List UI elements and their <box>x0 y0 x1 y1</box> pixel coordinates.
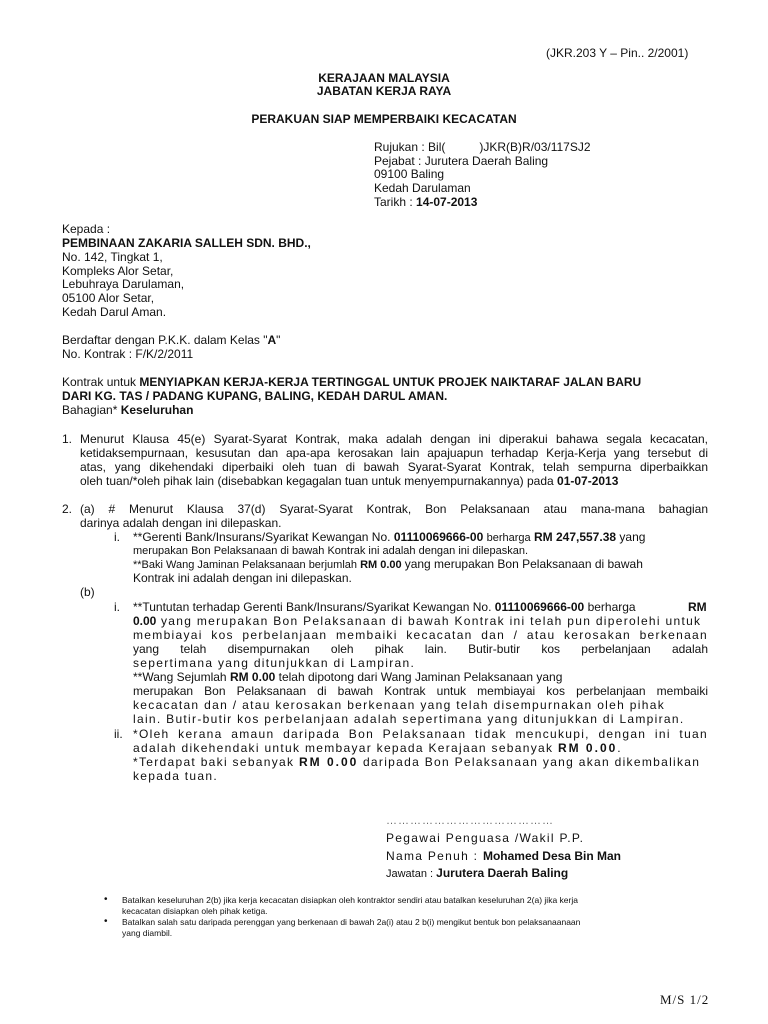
postcode-line: 09100 Baling <box>374 167 445 181</box>
address-line: No. 142, Tingkat 1, <box>62 250 163 264</box>
contract-title-line: Kontrak untuk MENYIAPKAN KERJA-KERJA TERTINGGAL UNTUK PROJEK NAIKTARAF JALAN BARU <box>62 375 642 389</box>
paragraph-line: merupakan Bon Pelaksanaan di bawah Kontrak untuk membiayai kos perbelanjaan membaiki <box>133 684 708 698</box>
signature-line: …………………………………… <box>386 815 554 827</box>
item-numeral: ii. <box>114 727 123 741</box>
document-title: PERAKUAN SIAP MEMPERBAIKI KECACATAN <box>251 112 517 126</box>
item-label: (b) <box>80 585 95 599</box>
paragraph-line: ketidaksempurnaan, kesusutan dan apa-apa kerosakan lain apajuapun terhadap Kerja-Kerja yang tersebut di <box>80 446 708 460</box>
claim-line: **Tuntutan terhadap Gerenti Bank/Insurans/Syarikat Kewangan No. 01110069666-00 berharga <box>133 600 636 614</box>
footnote-line: yang diambil. <box>122 928 173 938</box>
address-line: Kompleks Alor Setar, <box>62 264 174 278</box>
section-value: Keseluruhan <box>120 403 194 417</box>
to-label: Kepada : <box>62 222 111 236</box>
paragraph-line: sepertimana yang ditunjukkan di Lampiran. <box>133 656 416 670</box>
item-number: 1. <box>62 432 73 446</box>
paragraph-line: kepada tuan. <box>133 769 218 783</box>
paragraph-line: lain. Butir-butir kos perbelanjaan adalah sepertimana yang ditunjukkan di Lampiran. <box>133 712 685 726</box>
date-line: Tarikh : 14-07-2013 <box>374 195 478 209</box>
address-line: Lebuhraya Darulaman, <box>62 277 185 291</box>
section-line: Bahagian* Keseluruhan <box>62 403 194 417</box>
payment-line: adalah dikehendaki untuk membayar kepada Kerajaan sebanyak RM 0.00. <box>133 741 622 755</box>
department-title: JABATAN KERJA RAYA <box>316 84 452 98</box>
footnote-line: kecacatan disiapkan oleh pihak ketiga. <box>122 906 268 916</box>
footnote-line: Batalkan keseluruhan 2(b) jika kerja kecacatan disiapkan oleh kontraktor sendiri atau batalkan keseluruhan 2(a) jika kerja <box>122 895 578 905</box>
paragraph-line: atas, yang dikehendaki diperbaiki oleh tuan di bawah Syarat-Syarat Kontrak, telah sempurna diperbaikkan <box>80 460 708 474</box>
date-value: 14-07-2013 <box>416 195 478 209</box>
claim-line: 0.00 yang merupakan Bon Pelaksanaan di bawah Kontrak ini telah pun diperolehi untuk <box>133 614 702 628</box>
paragraph-line: kecacatan dan / atau kerosakan berkenaan yang telah disempurnakan oleh pihak <box>133 698 665 712</box>
balance-line: *Terdapat baki sebanyak RM 0.00 daripada Bon Pelaksanaan yang akan dikembalikan <box>133 755 701 769</box>
paragraph-line: Kontrak ini adalah dengan ini dilepaskan. <box>133 571 352 585</box>
company-name: PEMBINAAN ZAKARIA SALLEH SDN. BHD., <box>62 236 311 250</box>
officer-position: Jurutera Daerah Baling <box>436 866 569 880</box>
officer-position-line: Jawatan : Jurutera Daerah Baling <box>386 866 569 880</box>
address-line: 05100 Alor Setar, <box>62 291 155 305</box>
paragraph-line: *Oleh kerana amaun daripada Bon Pelaksanaan tidak mencukupi, dengan ini tuan <box>133 727 708 741</box>
government-title: KERAJAAN MALAYSIA <box>318 71 450 85</box>
item-numeral: i. <box>114 600 120 614</box>
officer-title: Pegawai Penguasa /Wakil P.P. <box>386 831 585 845</box>
contract-number: No. Kontrak : F/K/2/2011 <box>62 347 194 361</box>
reference-line <box>374 140 591 154</box>
bullet-icon: • <box>104 916 108 927</box>
officer-name-line: Nama Penuh : Mohamed Desa Bin Man <box>386 849 621 863</box>
retention-line: **Baki Wang Jaminan Pelaksanaan berjumlah RM 0.00 yang merupakan Bon Pelaksanaan di bawah <box>133 557 643 571</box>
item-number: 2. <box>62 502 73 516</box>
officer-name: Mohamed Desa Bin Man <box>482 849 621 863</box>
state-line: Kedah Darulaman <box>374 181 471 195</box>
paragraph-line: membiayai kos perbelanjaan membaiki kecacatan dan / atau kerosakan berkenaan <box>133 628 708 642</box>
footnote-line: Batalkan salah satu daripada perenggan yang berkenaan di bawah 2a(i) atau 2 b(i) mengikut bentuk bon pelaksanaanaan <box>122 917 581 927</box>
address-line: Kedah Darul Aman. <box>62 305 167 319</box>
registration-class: A <box>267 333 277 347</box>
paragraph-line: darinya adalah dengan ini dilepaskan. <box>80 516 282 530</box>
office-line: Pejabat : Jurutera Daerah Baling <box>374 154 549 168</box>
form-code: (JKR.203 Y – Pin.. 2/2001) <box>546 46 689 60</box>
paragraph-line: yang telah disempurnakan oleh pihak lain. Butir-butir kos perbelanjaan adalah <box>133 642 708 656</box>
paragraph-line: Menurut Klausa 45(e) Syarat-Syarat Kontrak, maka adalah dengan ini diperakui bahawa segala kecacatan, <box>80 432 708 446</box>
paragraph-line: (a) # Menurut Klausa 37(d) Syarat-Syarat Kontrak, Bon Pelaksanaan atau mana-mana bahagian <box>80 502 708 516</box>
paragraph-line: merupakan Bon Pelaksanaan di bawah Kontrak ini adalah dengan ini dilepaskan. <box>133 545 529 557</box>
deduction-line: **Wang Sejumlah RM 0.00 telah dipotong dari Wang Jaminan Pelaksanaan yang <box>133 670 563 684</box>
guarantee-line: **Gerenti Bank/Insurans/Syarikat Kewangan No. 01110069666-00 berharga RM 247,557.38 yang <box>133 530 646 544</box>
page-number: M/S 1/2 <box>660 992 710 1007</box>
item-numeral: i. <box>114 530 120 544</box>
contract-title-line: DARI KG. TAS / PADANG KUPANG, BALING, KEDAH DARUL AMAN. <box>62 389 448 403</box>
reference-value: )JKR(B)R/03/117SJ2 <box>479 140 591 154</box>
paragraph-line: oleh tuan/*oleh pihak lain (disebabkan kegagalan tuan untuk menyempurnakannya) pada 01-07-2013 <box>80 474 619 488</box>
bullet-icon: • <box>104 894 108 905</box>
completion-date: 01-07-2013 <box>557 474 619 488</box>
reference-label: Rujukan : Bil( <box>374 140 446 154</box>
claim-currency: RM <box>688 600 707 614</box>
registration-line: Berdaftar dengan P.K.K. dalam Kelas "A" <box>62 333 281 347</box>
